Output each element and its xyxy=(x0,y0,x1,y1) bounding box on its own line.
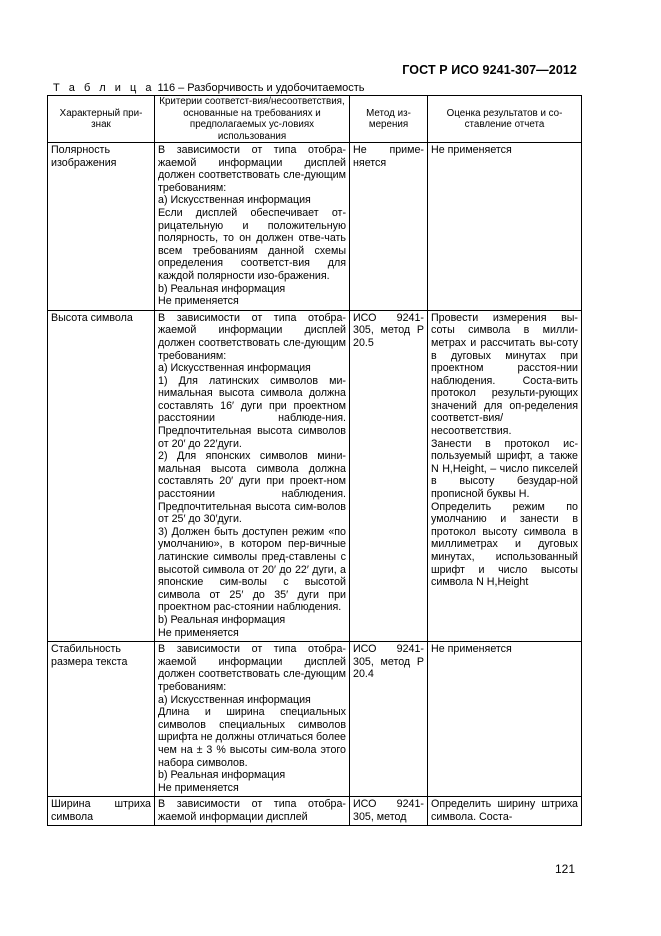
table-row xyxy=(48,642,582,797)
feature-cell: Полярность изображения xyxy=(48,143,155,311)
criteria-paragraph: Если дисплей обеспечивает от-рицательную и положительную полярность, то он должен отве-чать всем требованиям данной схемы определения соответст-вия для каждой полярности изо-бражения. xyxy=(158,206,346,282)
criteria-paragraph: a) Искусственная информация xyxy=(158,693,311,706)
evaluation-cell xyxy=(428,310,582,641)
feature-cell: Стабильность размера текста xyxy=(48,642,155,797)
feature-cell: Высота символа xyxy=(48,310,155,641)
header-feature: Характерный при-знак xyxy=(48,96,155,143)
header-method: Метод из-мерения xyxy=(350,96,428,143)
criteria-paragraph: Не применяется xyxy=(158,295,239,308)
evaluation-paragraph: Провести измерения вы-соты символа в милли-метрах и рассчитать вы-соту в дуговых минутах при проектном расстоя-нии наблюдения. Соста-вить протокол результи-рующих значений для оп-ределения соответст-вия/несоответствия. xyxy=(431,311,578,438)
evaluation-cell xyxy=(428,797,582,826)
table-row xyxy=(48,797,582,826)
criteria-paragraph: Не применяется xyxy=(158,626,239,639)
criteria-paragraph: b) Реальная информация xyxy=(158,613,286,626)
evaluation-paragraph: Занести в протокол ис-пользуемый шрифт, а также N H,Height, – число пикселей в высоту безудар-ной прописной буквы Н. xyxy=(431,437,578,501)
criteria-paragraph: b) Реальная информация xyxy=(158,282,286,295)
criteria-paragraph: a) Искусственная информация xyxy=(158,362,311,375)
header-criteria: Критерии соответст-вия/несоответствия, основанные на требованиях и предполагаемых ус-ловиях использования xyxy=(155,96,350,143)
criteria-paragraph: В зависимости от типа отобра-жаемой информации дисплей должен соответствовать сле-дующим требованиям: xyxy=(158,311,346,362)
criteria-cell xyxy=(155,642,350,797)
criteria-cell xyxy=(155,797,350,826)
evaluation-cell xyxy=(428,143,582,311)
method-cell: ИСО 9241-305, метод P 20.5 xyxy=(350,310,428,641)
criteria-paragraph: Длина и ширина специальных символов специальных символов шрифта не должны отличаться более чем на ± 3 % высоты сим-вола этого набора символов. xyxy=(158,706,346,769)
criteria-paragraph: В зависимости от типа отобра-жаемой информации дисплей должен соответствовать сле-дующим требованиям: xyxy=(158,643,346,693)
criteria-paragraph: В зависимости от типа отобра-жаемой информации дисплей должен соответствовать сле-дующим требованиям: xyxy=(158,144,346,194)
evaluation-paragraph: Не применяется xyxy=(431,144,512,156)
criteria-paragraph: 1) Для латинских символов ми-нимальная высота символа должна составлять 16′ дуги при проектном расстоянии наблюде-ния. Предпочтительная высота символов от 20′ до 22′дуги. xyxy=(158,374,346,450)
method-cell: ИСО 9241-305, метод xyxy=(350,797,428,826)
evaluation-paragraph: Не применяется xyxy=(431,643,512,656)
header-evaluation: Оценка результатов и со-ставление отчета xyxy=(428,96,582,143)
criteria-paragraph: В зависимости от типа отобра-жаемой информации дисплей xyxy=(158,798,346,823)
feature-cell: Ширина штриха символа xyxy=(48,797,155,826)
table-header-row xyxy=(48,96,582,143)
table-caption xyxy=(53,82,365,94)
evaluation-paragraph: Определить режим по умолчанию и занести в протокол высоту символа в миллиметрах и дуговых минутах, использованный шрифт и число высоты символа N H,Height xyxy=(431,500,578,589)
table-row xyxy=(48,310,582,641)
criteria-paragraph: b) Реальная информация xyxy=(158,769,286,782)
evaluation-paragraph: Определить ширину штриха символа. Соста- xyxy=(431,798,578,823)
criteria-paragraph: a) Искусственная информация xyxy=(158,194,311,207)
evaluation-cell xyxy=(428,642,582,797)
table-title: 116 – Разборчивость и удобочитаемость xyxy=(157,82,365,94)
table-row xyxy=(48,143,582,311)
standard-code: ГОСТ Р ИСО 9241-307—2012 xyxy=(402,63,577,77)
page-number: 121 xyxy=(554,862,575,876)
method-cell: Не приме-няется xyxy=(350,143,428,311)
criteria-paragraph: Не применяется xyxy=(158,781,239,794)
requirements-table xyxy=(47,95,582,826)
table-label: Т а б л и ц а xyxy=(53,82,155,94)
criteria-cell xyxy=(155,310,350,641)
method-cell: ИСО 9241-305, метод P 20.4 xyxy=(350,642,428,797)
criteria-paragraph: 2) Для японских символов мини-мальная высота символа должна составлять 20′ дуги при проект-ном расстоянии наблюдения. Предпочтительная высота сим-волов от 25′ до 30′дуги. xyxy=(158,450,346,526)
criteria-cell xyxy=(155,143,350,311)
criteria-paragraph: 3) Должен быть доступен режим «по умолчанию», в котором пер-вичные латинские символы пред-ставлены с высотой символа от 20′ до 22′ дуги, а японские сим-волы с высотой символа от 25′ до 35′ дуги при проектном рас-стоянии наблюдения. xyxy=(158,525,346,614)
